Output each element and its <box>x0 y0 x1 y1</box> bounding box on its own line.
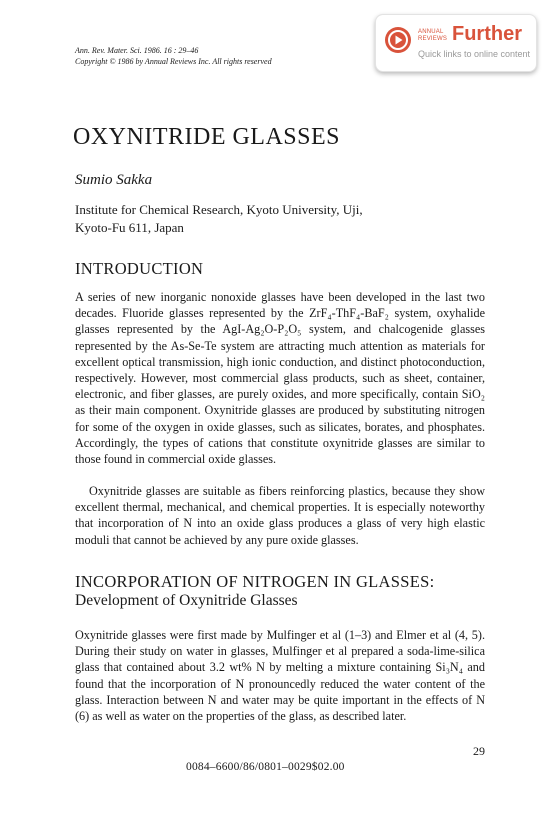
page-number: 29 <box>473 744 485 758</box>
section-subheading: Development of Oxynitride Glasses <box>75 592 298 609</box>
further-wordmark: Further <box>452 23 522 45</box>
article-title: OXYNITRIDE GLASSES <box>73 124 340 150</box>
badge-subtitle: Quick links to online content <box>418 49 531 59</box>
affiliation-line-2: Kyoto-Fu 611, Japan <box>75 220 184 235</box>
journal-citation <box>75 45 272 67</box>
body-paragraph: Oxynitride glasses are suitable as fibers reinforcing plastics, because they show excellent thermal, mechanical, and chemical properties. It is especially noteworthy that incorporation of N into an oxide glass produces a glass of very high elastic moduli that cannot be achieved by any pure oxide glasses. <box>75 484 485 547</box>
body-paragraph: A series of new inorganic nonoxide glasses have been developed in the last two decades. Fluoride glasses represented by the ZrF₄-ThF₄-BaF₂ system, oxyhalide glasses represented by the AgI-Ag₂O-P₂O₅ system, and chalcogenide glasses represented by the As-Se-Te system are attracting much attention as materials for excellent optical transmission, high ionic conduction, and distinct photoconduction, respectively. However, most commercial glass products, such as sheet, container, electronic, and fiber glasses, are purely oxides, and more specifically, contain SiO₂ as their main component. Oxynitride glasses are produced by substituting nitrogen for some of the oxygen in oxide glasses, such as silicates, borates, and phosphates. Accordingly, the types of cations that constitute oxynitride glasses are similar to those found in commercial oxide glasses. <box>75 290 485 467</box>
footer-copyright-code: 0084–6600/86/0801–0029$02.00 <box>186 761 345 773</box>
author-name: Sumio Sakka <box>75 172 153 188</box>
annual-reviews-further-badge[interactable] <box>375 14 537 72</box>
section-heading-incorporation: INCORPORATION OF NITROGEN IN GLASSES: <box>75 572 435 591</box>
body-paragraph: Oxynitride glasses were first made by Mulfinger et al (1–3) and Elmer et al (4, 5). During their study on water in glasses, Mulfinger et al prepared a soda-lime-silica glass that contained about 3.2 wt% N by melting a mixture containing Si₃N₄ and found that the incorporation of N pronouncedly reduced the water content of the glass. Interaction between N and water may be quite important in the effects of N (6) as well as water on the properties of the glass, as described later. <box>75 628 485 724</box>
annual-reviews-wordmark: ANNUAL REVIEWS <box>418 29 448 42</box>
play-circle-icon <box>385 27 411 53</box>
citation-line-1: Ann. Rev. Mater. Sci. 1986. 16 : 29–46 <box>75 46 199 55</box>
citation-line-2: Copyright © 1986 by Annual Reviews Inc. All rights reserved <box>75 57 272 66</box>
author-affiliation <box>75 201 363 237</box>
section-heading-introduction: INTRODUCTION <box>75 259 204 278</box>
affiliation-line-1: Institute for Chemical Research, Kyoto University, Uji, <box>75 202 363 217</box>
